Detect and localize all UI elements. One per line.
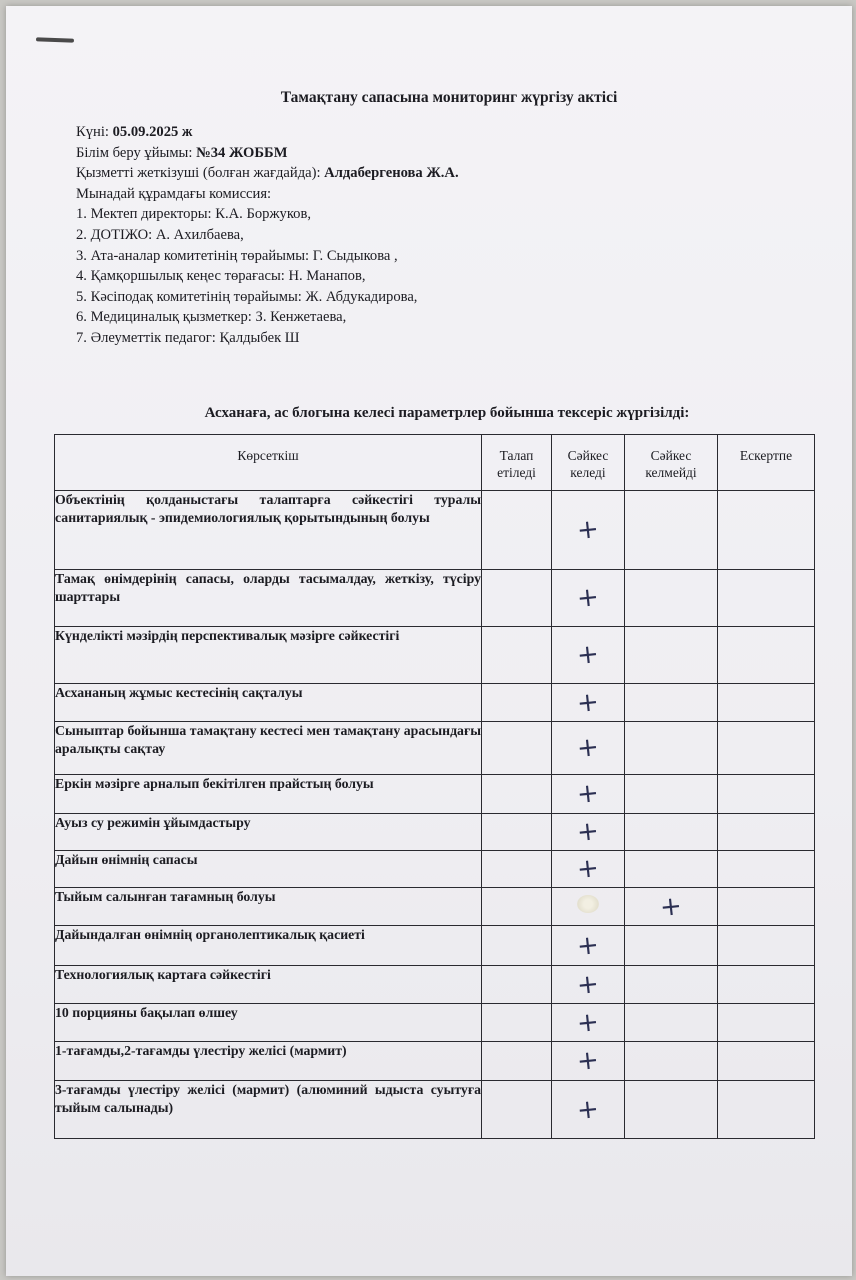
document-title: Тамақтану сапасына мониторинг жүргізу актісі: [280, 89, 618, 106]
note-cell: [718, 926, 815, 966]
header-noncompliant: Сәйкес келмейді: [625, 435, 718, 491]
noncompliant-cell: [625, 1081, 718, 1139]
required-cell: [482, 1042, 552, 1081]
note-cell: [718, 966, 815, 1004]
header-note: Ескертпе: [718, 435, 815, 491]
check-mark: +: [658, 890, 684, 923]
supplier-line: Қызметті жеткізуші (болған жағдайда): Алдабергенова Ж.А.: [76, 165, 459, 182]
table-row: [55, 926, 815, 966]
required-cell: [482, 1081, 552, 1139]
note-cell: [718, 775, 815, 814]
noncompliant-cell: [625, 775, 718, 814]
noncompliant-cell: [625, 1004, 718, 1042]
compliant-cell: [552, 814, 625, 851]
organization-line: Білім беру ұйымы: №34 ЖОББМ: [76, 144, 288, 161]
table-row: [55, 1004, 815, 1042]
commission-member: 3. Ата-аналар комитетінің төрайымы: Г. Сыдыкова ,: [76, 247, 398, 264]
compliant-cell: [552, 491, 625, 570]
noncompliant-cell: [625, 491, 718, 570]
header-info: [76, 122, 459, 349]
required-cell: [482, 627, 552, 684]
compliant-cell: [552, 775, 625, 814]
compliant-cell: [552, 851, 625, 888]
noncompliant-cell: [625, 570, 718, 627]
check-mark: +: [575, 1093, 601, 1126]
noncompliant-cell: [625, 926, 718, 966]
required-cell: [482, 966, 552, 1004]
table-row: [55, 491, 815, 570]
noncompliant-cell: [625, 684, 718, 722]
compliant-cell: [552, 966, 625, 1004]
compliant-cell: [552, 888, 625, 926]
required-cell: [482, 926, 552, 966]
noncompliant-cell: [625, 814, 718, 851]
table-row: [55, 814, 815, 851]
table-row: [55, 684, 815, 722]
noncompliant-cell: [625, 1042, 718, 1081]
check-mark: +: [575, 1006, 601, 1039]
required-cell: [482, 851, 552, 888]
table-row: [55, 775, 815, 814]
indicator-cell: Ауыз су режимін ұйымдастыру: [55, 814, 482, 851]
compliant-cell: [552, 722, 625, 775]
check-mark: +: [575, 1044, 601, 1078]
check-mark: +: [575, 852, 601, 886]
required-cell: [482, 722, 552, 775]
header-indicator: Көрсеткіш: [55, 435, 482, 491]
indicator-cell: Тамақ өнімдерінің сапасы, оларды тасымалдау, жеткізу, түсіру шарттары: [55, 570, 482, 627]
note-cell: [718, 491, 815, 570]
required-cell: [482, 1004, 552, 1042]
commission-member: 5. Кәсіподақ комитетінің төрайымы: Ж. Абдукадирова,: [76, 288, 418, 305]
noncompliant-cell: [625, 966, 718, 1004]
table-row: [55, 627, 815, 684]
commission-member: 2. ДОТІЖО: А. Ахилбаева,: [76, 226, 244, 243]
pen-mark: [36, 37, 74, 42]
check-mark: +: [575, 929, 601, 962]
noncompliant-cell: [625, 888, 718, 926]
indicator-cell: Объектінің қолданыстағы талаптарға сәйкестігі туралы санитариялық - эпидемиологиялық қорытындының болуы: [55, 491, 482, 570]
header-compliant: Сәйкес келеді: [552, 435, 625, 491]
date-line: Күні: 05.09.2025 ж: [76, 124, 193, 140]
check-mark: +: [575, 638, 601, 672]
note-cell: [718, 570, 815, 627]
indicator-cell: Күнделікті мәзірдің перспективалық мәзірге сәйкестігі: [55, 627, 482, 684]
required-cell: [482, 775, 552, 814]
commission-member: 4. Қамқоршылық кеңес төрағасы: Н. Манапов,: [76, 268, 366, 285]
note-cell: [718, 1042, 815, 1081]
indicator-cell: 10 порцияны бақылап өлшеу: [55, 1004, 482, 1042]
document-page: [6, 6, 852, 1276]
table-row: [55, 1042, 815, 1081]
table-row: [55, 966, 815, 1004]
required-cell: [482, 814, 552, 851]
check-mark: +: [575, 513, 601, 547]
commission-member: 7. Әлеуметтік педагог: Қалдыбек Ш: [76, 329, 300, 346]
indicator-cell: 1-тағамды,2-тағамды үлестіру желісі (мармит): [55, 1042, 482, 1081]
note-cell: [718, 1004, 815, 1042]
required-cell: [482, 684, 552, 722]
table-row: [55, 722, 815, 775]
check-mark: +: [575, 777, 601, 811]
header-required: Талап етіледі: [482, 435, 552, 491]
note-cell: [718, 1081, 815, 1139]
compliant-cell: [552, 570, 625, 627]
compliant-cell: [552, 926, 625, 966]
indicator-cell: Дайындалған өнімнің органолептикалық қасиеті: [55, 926, 482, 966]
indicator-cell: Еркін мәзірге арналып бекітілген прайстың болуы: [55, 775, 482, 814]
note-cell: [718, 684, 815, 722]
note-cell: [718, 814, 815, 851]
note-cell: [718, 851, 815, 888]
commission-heading: Мынадай құрамдағы комиссия:: [76, 185, 272, 202]
table-row: [55, 851, 815, 888]
compliant-cell: [552, 627, 625, 684]
check-mark: +: [575, 815, 601, 849]
table-row: [55, 1081, 815, 1139]
note-cell: [718, 627, 815, 684]
noncompliant-cell: [625, 722, 718, 775]
check-mark: +: [575, 686, 601, 719]
noncompliant-cell: [625, 627, 718, 684]
compliant-cell: [552, 1081, 625, 1139]
table-row: [55, 570, 815, 627]
indicator-cell: Сыныптар бойынша тамақтану кестесі мен тамақтану арасындағы аралықты сақтау: [55, 722, 482, 775]
erased-mark: [577, 895, 599, 913]
required-cell: [482, 888, 552, 926]
indicator-cell: Дайын өнімнің сапасы: [55, 851, 482, 888]
noncompliant-cell: [625, 851, 718, 888]
check-mark: +: [575, 968, 601, 1001]
indicator-cell: Технологиялық картаға сәйкестігі: [55, 966, 482, 1004]
indicator-cell: 3-тағамды үлестіру желісі (мармит) (алюминий ыдыста суытуға тыйым салынады): [55, 1081, 482, 1139]
commission-member: 1. Мектеп директоры: К.А. Боржуков,: [76, 206, 312, 223]
check-mark: +: [575, 731, 601, 765]
indicator-cell: Тыйым салынған тағамның болуы: [55, 888, 482, 926]
commission-member: 6. Медициналық қызметкер: З. Кенжетаева,: [76, 309, 347, 326]
note-cell: [718, 722, 815, 775]
compliant-cell: [552, 1004, 625, 1042]
compliant-cell: [552, 684, 625, 722]
compliant-cell: [552, 1042, 625, 1081]
check-mark: +: [575, 581, 601, 615]
table-row: [55, 888, 815, 926]
required-cell: [482, 491, 552, 570]
inspection-table: [54, 434, 815, 1139]
indicator-cell: Асхананың жұмыс кестесінің сақталуы: [55, 684, 482, 722]
table-intro: Асханаға, ас блогына келесі параметрлер бойынша тексеріс жүргізілді:: [204, 405, 690, 421]
required-cell: [482, 570, 552, 627]
table-header-row: [55, 435, 815, 491]
note-cell: [718, 888, 815, 926]
